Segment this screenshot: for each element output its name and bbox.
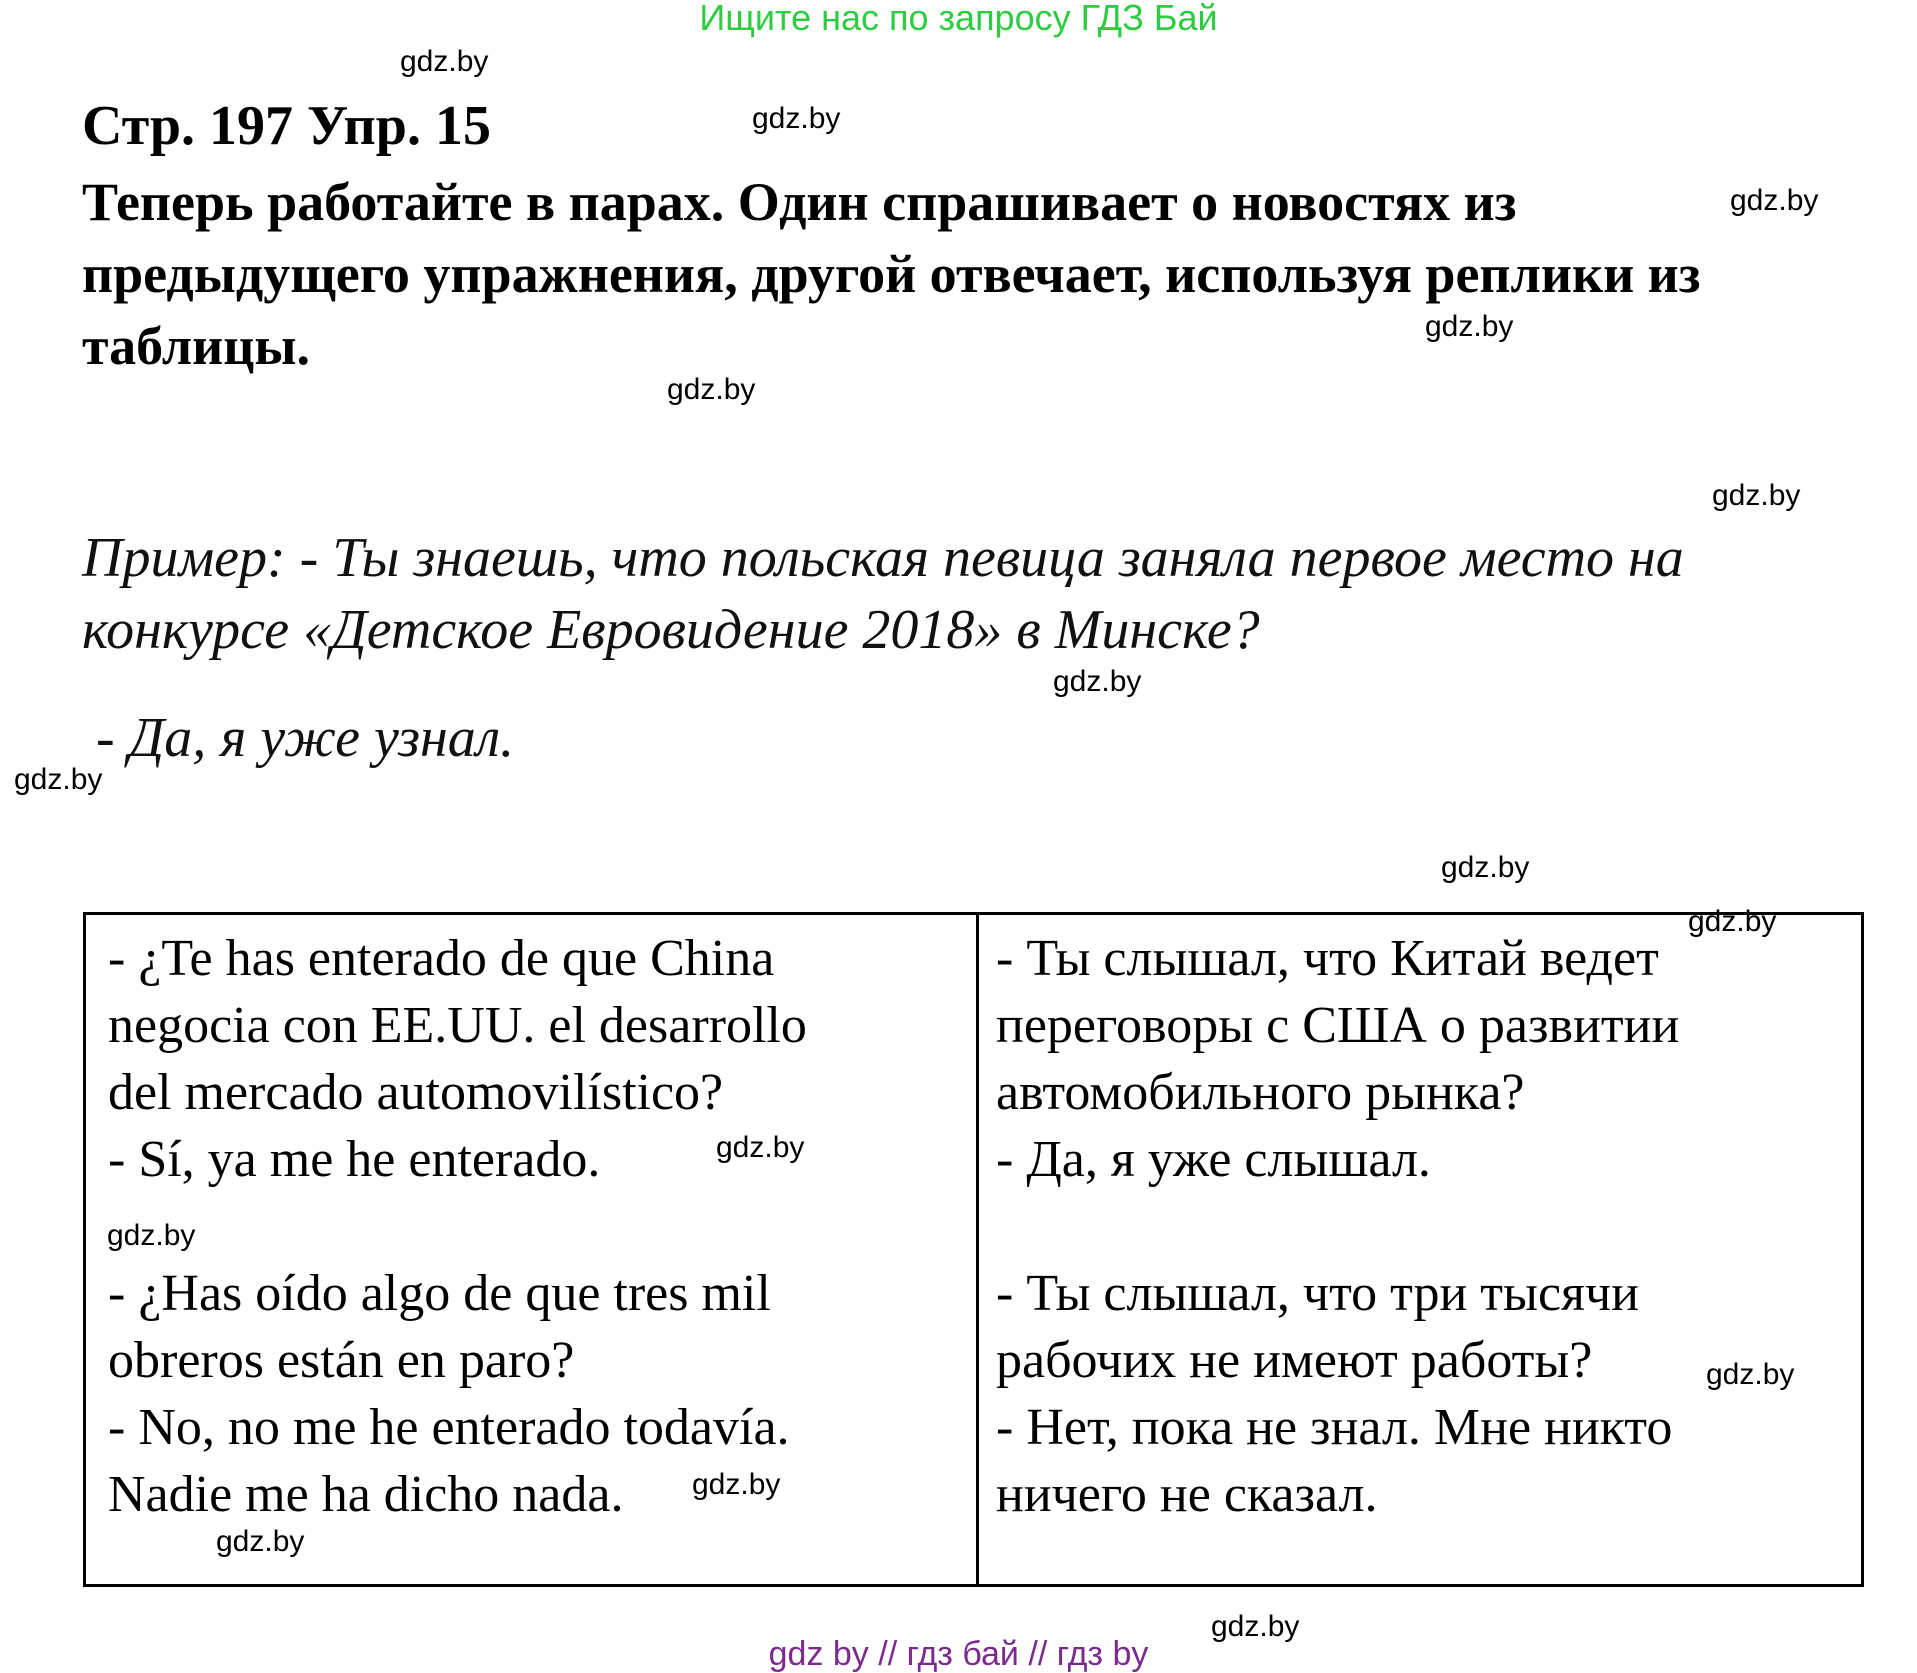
watermark-text: gdz.by	[1441, 851, 1530, 884]
task-line: предыдущего упражнения, другой отвечает, используя реплики из	[82, 244, 1701, 304]
page-title: Стр. 197 Упр. 15	[82, 95, 491, 157]
spanish-line: - ¿Te has enterado de que China	[108, 930, 775, 987]
watermark-text: gdz.by	[107, 1219, 196, 1252]
spanish-line: del mercado automovilístico?	[108, 1064, 724, 1121]
russian-line: - Нет, пока не знал. Мне никто	[996, 1399, 1673, 1456]
spanish-line: negocia con EE.UU. el desarrollo	[108, 997, 807, 1054]
russian-line: автомобильного рынка?	[996, 1064, 1525, 1121]
dialog-table	[83, 912, 1864, 1587]
watermark-text: gdz.by	[1712, 479, 1801, 512]
watermark-text: gdz.by	[692, 1468, 781, 1501]
watermark-text: gdz.by	[1053, 665, 1142, 698]
russian-line: ничего не сказал.	[996, 1466, 1378, 1523]
watermark-text: gdz.by	[400, 45, 489, 78]
task-line: таблицы.	[82, 316, 311, 376]
task-instructions	[82, 166, 1882, 382]
spanish-line: - ¿Has oído algo de que tres mil	[108, 1265, 771, 1322]
spanish-line: - No, no me he enterado todavía.	[108, 1399, 790, 1456]
spanish-column	[108, 925, 807, 1528]
russian-line: - Ты слышал, что Китай ведет	[996, 930, 1659, 987]
footer-links[interactable]: gdz by // гдз бай // гдз by	[768, 1635, 1149, 1673]
russian-line: рабочих не имеют работы?	[996, 1332, 1593, 1389]
watermark-text: gdz.by	[752, 102, 841, 135]
watermark-text: gdz.by	[216, 1525, 305, 1558]
watermark-text: gdz.by	[716, 1131, 805, 1164]
table-column-divider	[976, 915, 979, 1584]
example-dialog	[82, 522, 1882, 666]
watermark-text: gdz.by	[1706, 1358, 1795, 1391]
example-line: конкурсе «Детское Евровидение 2018» в Минске?	[82, 599, 1260, 661]
russian-line: переговоры с США о развитии	[996, 997, 1680, 1054]
spanish-line: - Sí, ya me he enterado.	[108, 1131, 601, 1188]
russian-line: - Да, я уже слышал.	[996, 1131, 1431, 1188]
watermark-text: gdz.by	[1211, 1610, 1300, 1643]
example-answer: - Да, я уже узнал.	[96, 707, 515, 769]
watermark-text: gdz.by	[14, 763, 103, 796]
example-line: Пример: - Ты знаешь, что польская певица заняла первое место на	[82, 527, 1684, 589]
watermark-text: gdz.by	[667, 373, 756, 406]
spacer	[996, 1193, 1679, 1260]
spanish-line: Nadie me ha dicho nada.	[108, 1466, 624, 1523]
watermark-text: gdz.by	[1425, 310, 1514, 343]
task-line: Теперь работайте в парах. Один спрашивает о новостях из	[82, 172, 1517, 232]
spacer	[108, 1193, 807, 1260]
russian-column	[996, 925, 1679, 1528]
top-banner-link[interactable]: Ищите нас по запросу ГДЗ Бай	[699, 0, 1218, 38]
spanish-line: obreros están en paro?	[108, 1332, 575, 1389]
watermark-text: gdz.by	[1730, 184, 1819, 217]
watermark-text: gdz.by	[1688, 905, 1777, 938]
russian-line: - Ты слышал, что три тысячи	[996, 1265, 1639, 1322]
